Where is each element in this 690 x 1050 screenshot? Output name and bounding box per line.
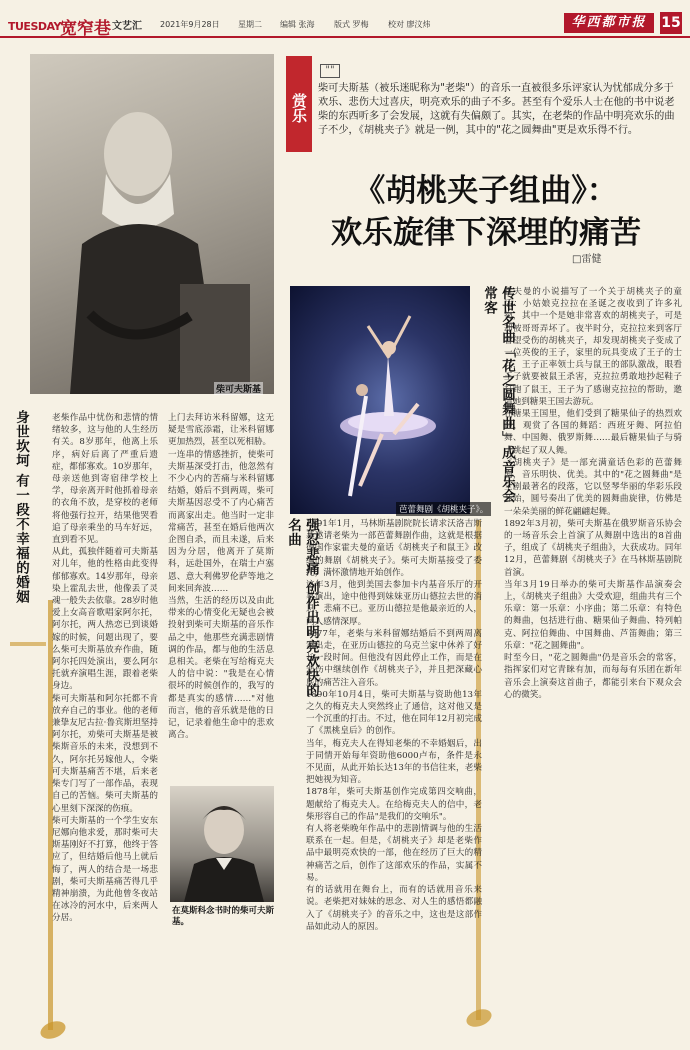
editor-credit: 编辑 张海 [280,20,315,29]
proof-credit: 校对 廖汶炜 [388,20,431,29]
article-column-2: 上门去拜访米科留娜，这无疑是雪底添霜，让米科留娜更加热烈，甚至以死相胁。 一连串的情感挫折，使柴可夫斯基深受打击，他忽然有不少心内的苦痛与米科留娜结婚，婚后不到两周，柴可夫斯基因忍受不了内心痛苦而离家出走。他当时一定非常痛苦，甚至在婚后他两次企图自杀，而且未遂，后来因为分居，他离开了莫斯科，远赴国外，在瑞士卢塞恩、意大利佛罗伦萨等地之间来回奔波…… 当然，生活的经历以及由此带来的心情变化无疑也会被投射到柴可夫斯基的音乐作品之中，他那些充满悲剧情调的作品，都与他的生活息息相关。老柴在写给梅克夫人的信中说："我是在心情很坏的时候创作的，我写的都是真实的感情……"对他而言，他的音乐就是他的日记，记录着他生命中的悲欢离合。 [168,413,274,741]
page-header [0,0,690,38]
article-column-4: 霍夫曼的小说描写了一个关于胡桃夹子的童话：小姑娘克拉拉在圣诞之夜收到了许多礼物，其中一个是她非常喜欢的胡桃夹子，可是却被哥哥弄坏了。夜半时分，克拉拉来到客厅看望受伤的胡桃夹子，却发现胡桃夹子变成了一位英俊的王子，家里的玩具变成了王子的士兵，王子正率领士兵与鼠王的部队激战，眼看王子就要被鼠王杀害，克拉拉勇敢地抄起鞋子打跑了鼠王，王子为了感谢克拉拉的帮助，邀请她到糖果王国去游玩。 在糖果王国里，他们受到了糖果仙子的热烈欢迎，观赏了各国的舞蹈：西班牙舞、阿拉伯舞、中国舞、俄罗斯舞……最后糖果仙子与骑士跳起了双人舞。 《胡桃夹子》是一部充满童话色彩的芭蕾舞剧，音乐明快、优美。其中的"花之圆舞曲"是全剧最著名的段落，它以竖琴华丽的华彩乐段开始，圆号奏出了优美的圆舞曲旋律，仿佛是一朵朵美丽的鲜花翩翩起舞。 1892年3月初，柴可夫斯基在俄罗斯音乐协会的一场音乐会上首演了从舞剧中选出的8首曲子，组成了《胡桃夹子组曲》，大获成功。同年12月，芭蕾舞剧《胡桃夹子》在马林斯基剧院首演。 当年3月19日举办的柴可夫斯基作品演奏会上，《胡桃夹子组曲》大受欢迎，组曲共有三个乐章：第一乐章：小序曲；第二乐章：有特色的舞曲，包括进行曲、糖果仙子舞曲、特列帕克、阿拉伯舞曲、中国舞曲、芦笛舞曲；第三乐章："花之圆舞曲"。 时至今日，"花之圆舞曲"仍是音乐会的常客，指挥家们对它青睐有加，而每每有乐团在新年音乐会上演奏这首曲子，都能引来台下观众会心的微笑。 [504,287,682,700]
tchaikovsky-caption: 柴可夫斯基 [214,382,263,395]
byline: □雷健 [572,254,602,265]
portrait-illustration [30,54,274,394]
intro-paragraph: 柴可夫斯基（被乐迷昵称为"老柴"）的音乐一直被很多乐评家认为忧郁成分多于欢乐、悲伤大过喜庆，明亮欢乐的曲子不多。甚至有个爱乐人士在他的书中说老柴的东西听多了会发展，这就有失偏颇了。其实，在老柴的作品中明亮欢乐的曲子不少，《胡桃夹子》就是一例，其中的"花之圆舞曲"更是欢乐得不行。 [318,83,675,136]
title-line-2: 欢乐旋律下深埋的痛苦 [331,215,641,251]
ballet-caption: 芭蕾舞剧《胡桃夹子》。 [396,502,491,516]
subhead-middle: 强忍悲痛 创作出明亮欢快的名曲 [285,518,319,698]
subhead-left: 身世坎坷 有一段不幸福的婚姻 [13,410,29,605]
page-number: 15 [660,12,682,34]
music-note-flag-decoration [10,642,46,646]
issue-date: 2021年9月28日 [160,20,220,29]
masthead-logo: 华西都市报 [564,13,654,33]
subsection-name: 文艺汇 [112,21,142,32]
article-column-3: 1891年1月，马林斯基剧院院长请求沃洛吉斯基邀请老柴为一部芭蕾舞剧作曲，这就是根据德国作家霍夫曼的童话《胡桃夹子和鼠王》改编的舞剧《胡桃夹子》。柴可夫斯基接受了委托，满怀激情地开始创作。 这年3月，他到美国去参加卡内基音乐厅的开幕演出，途中他得到妹妹亚历山德拉去世的消息，悲痛不已。亚历山德拉是他最亲近的人，两人感情深厚。 1877年，老柴与米科留娜结婚后不到两周离家出走，在亚历山德拉的乌克兰家中休养了好长一段时间。但他没有因此停止工作，而是在悲伤中继续创作《胡桃夹子》，并且把深藏心底的痛苦注入音乐。 1890年10月4日，柴可夫斯基与资助他13年之久的梅克夫人突然终止了通信，这对他又是一个沉重的打击。不过，他在同年12月初完成了《黑桃皇后》的创作。 当年，梅克夫人在得知老柴的不幸婚姻后，出于同情开始每年资助他6000卢布，条件是永不见面，从此开始长达13年的书信往来，老柴把她视为知音。 1878年，柴可夫斯基创作完成第四交响曲，题献给了梅克夫人。在给梅克夫人的信中，老柴形容自己的作品"是我们的交响乐"。 有人将老柴晚年作品中的悲剧情调与他的生活联系在一起。但是，《胡桃夹子》却是老柴作品中最明亮欢快的一部，他在经历了巨大的精神痛苦之后，创作了这部欢乐的作品，实属不易。 有的话就用在舞台上，而有的话就用音乐来说。老柴把对妹妹的思念、对人生的感悟都融入了《胡桃夹子》的音乐之中，这也是这部作品如此动人的原因。 [306,519,482,932]
section-name: 宽窄巷 [60,19,111,39]
young-portrait-illustration [170,786,274,902]
article-column-1: 老柴作品中忧伤和悲情的情绪较多，这与他的人生经历有关。8岁那年，他离上乐序，病好后离了严重后遗症，都郁寡欢。10岁那年，母亲送他到寄宿律学校上学，母亲离开时他抓着母亲的衣角不放，是穿校的老师将他强行拉开，结果他哭看追了母亲乘坐的马车好远，直到看不见。 从此，孤独伴随着可夫斯基对儿年，他的性格由此变得郁郁寡欢。14岁那年，母亲染上霍乱去世，他像丢了灵魂一般失去依靠。28岁时他爱上女高音歌唱家阿尔托，阿尔托，两人热恋已到谈婚嫁的时候，问题出现了，要么柴可夫斯基放弃作曲，随阿尔托四处演出，要么阿尔托就弃演唱生涯，跟着老柴身边。 柴可夫斯基和阿尔托都不肯放弃自己的事业。他的老师兼挚友尼古拉·鲁宾斯坦坚持阿尔托，劝柴可夫斯基是被柴斯音乐的未来，没想到不久，阿尔托另嫁他人，令柴可夫斯基痛苦不堪，后来老柴专门写了一部作品，表现自己的苦恼。柴可夫斯基的心里刻下深深的伤痕。 柴可夫斯基的一个学生安东尼娜向他求爱，那时柴可夫斯基刚好不打算，他终于答应了，但结婚后他马上就后悔了，两人的结合是一场悲剧，柴可夫斯基痛苦得几乎精神崩溃，为此他曾冬夜站在冰冷的河水中，后来两人分居。 [52,413,158,924]
subhead-right: 传世名曲「花之圆舞曲」成音乐会常客 [481,286,515,504]
issue-weekday: 星期二 [238,20,262,29]
main-title [286,170,686,254]
weekday-en: TUESDAY [8,20,61,33]
ballet-photo [290,286,470,514]
quote-icon: "" [320,64,340,78]
ballet-illustration [290,286,470,514]
designer-credit: 版式 罗梅 [334,20,369,29]
tchaikovsky-portrait-photo [30,54,274,394]
young-tchaikovsky-caption: 在莫斯科念书时的柴可夫斯基。 [172,906,275,927]
title-line-1: 《胡桃夹子组曲》： [354,173,618,209]
young-tchaikovsky-photo [170,786,274,902]
kicker-badge: 赏乐 [286,56,312,152]
